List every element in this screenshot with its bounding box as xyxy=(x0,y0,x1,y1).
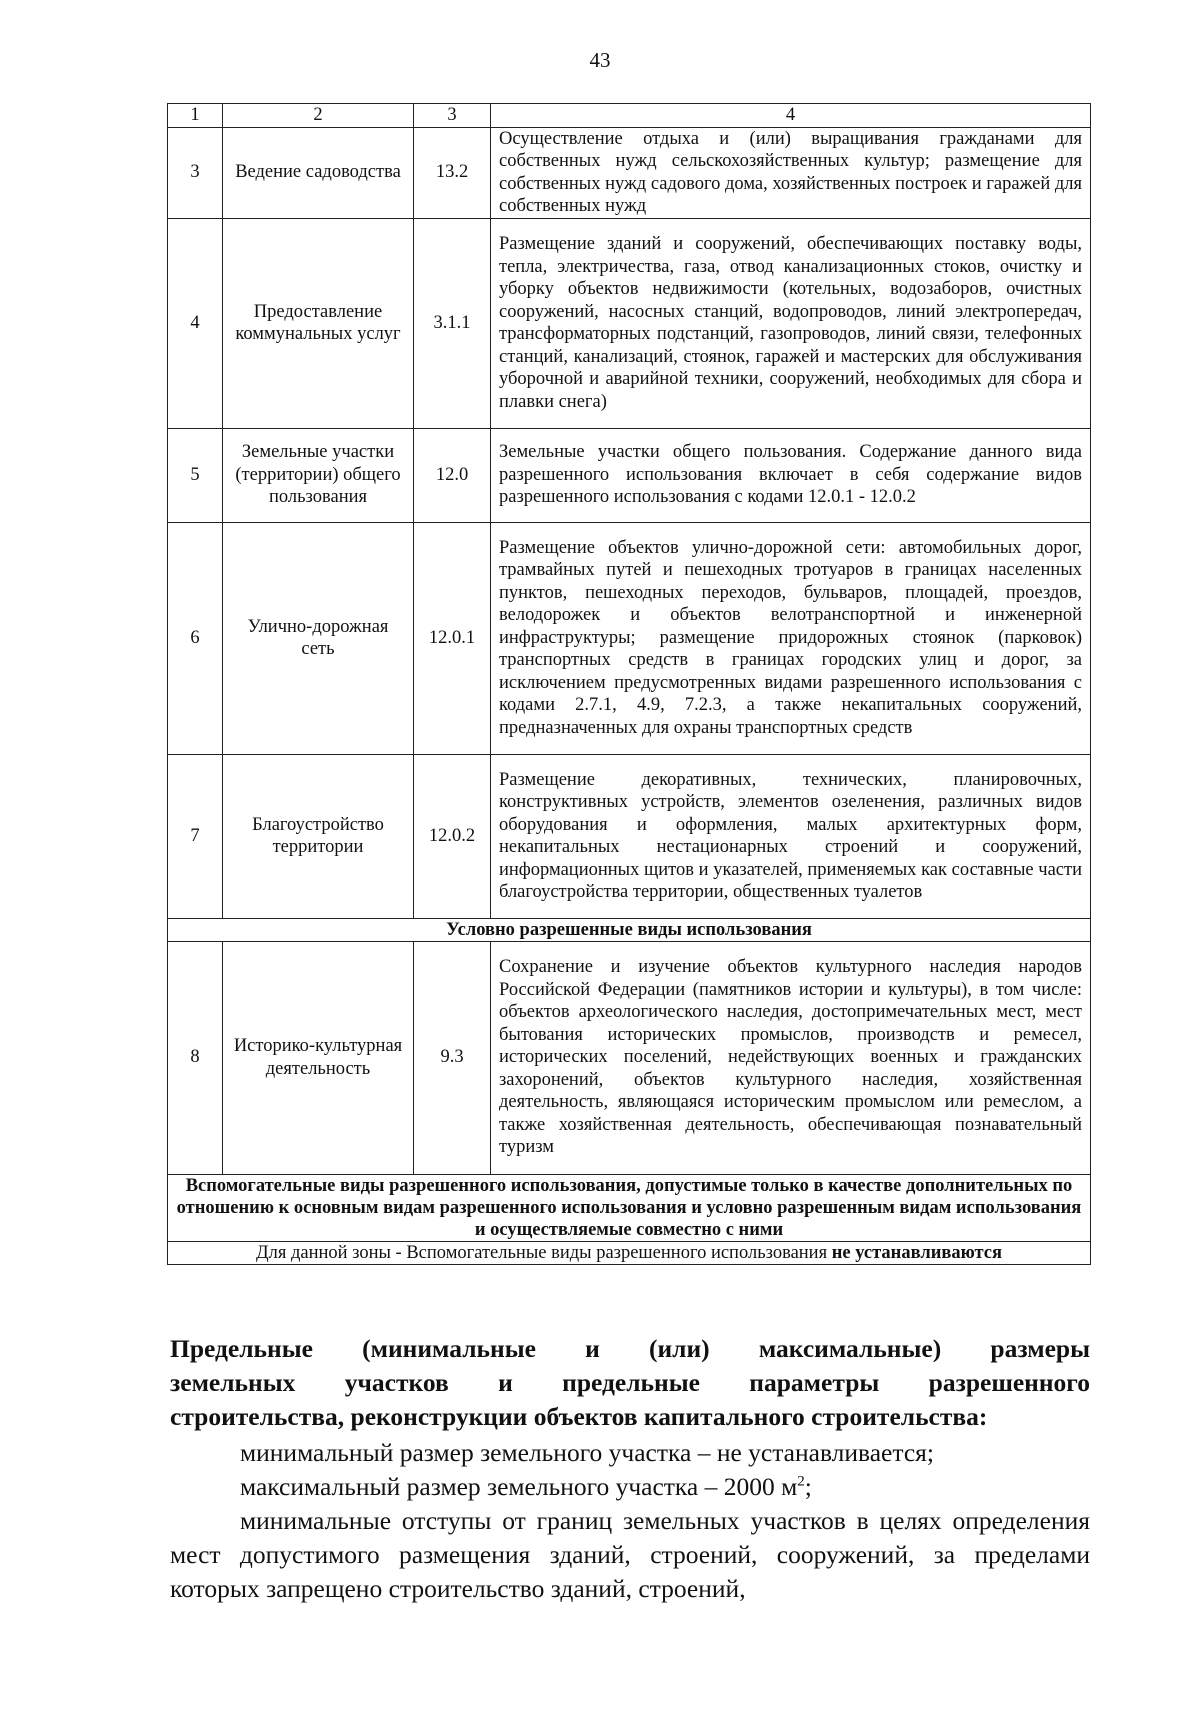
note-emphasis: не устанавливаются xyxy=(831,1242,1003,1263)
use-type-description: Размещение декоративных, технических, планировочных, конструктивных устройств, элементов озеленения, различных видов оборудования и оформления, малых архитектурных форм, некапитальных нестационарных строений и сооружений, информационных щитов и указателей, применяемых как составные части благоустройства территории, общественных туалетов xyxy=(491,754,1091,918)
table-row xyxy=(168,941,1091,1174)
section-auxiliary-title: Вспомогательные виды разрешенного использования, допустимые только в качестве дополнительных по отношению к основным видам разрешенного использования и условно разрешенным видам использования и осуществляемые совместно с ними xyxy=(168,1174,1091,1241)
row-number: 5 xyxy=(168,428,223,522)
note-cell xyxy=(168,1241,1091,1264)
table-header-row xyxy=(168,104,1091,128)
row-number: 8 xyxy=(168,941,223,1174)
heading-line: строительства, реконструкции объектов капитального строительства: xyxy=(170,1402,988,1431)
page-number: 43 xyxy=(589,48,611,72)
use-type-code: 12.0.2 xyxy=(414,754,491,918)
section-row xyxy=(168,1174,1091,1241)
header-cell: 1 xyxy=(168,104,223,128)
row-number: 7 xyxy=(168,754,223,918)
land-use-table xyxy=(167,103,1091,1265)
table-row xyxy=(168,754,1091,918)
heading-line: земельных участков и предельные параметры разрешенного xyxy=(170,1368,1090,1397)
heading-line: Предельные (минимальные и (или) максимальные) размеры xyxy=(170,1334,1090,1363)
use-type-description: Размещение объектов улично-дорожной сети: автомобильных дорог, трамвайных путей и пешеходных тротуаров в границах населенных пунктов, пешеходных переходов, бульваров, площадей, проездов, велодорожек и объектов велотранспортной и инженерной инфраструктуры; размещение придорожных стоянок (парковок) транспортных средств в границах городских улиц и дорог, за исключением предусмотренных видами разрешенного использования с кодами 2.7.1, 4.9, 7.2.3, а также некапитальных сооружений, предназначенных для охраны транспортных средств xyxy=(491,522,1091,754)
row-number: 6 xyxy=(168,522,223,754)
header-cell: 3 xyxy=(414,104,491,128)
unit-superscript: 2 xyxy=(797,1473,805,1490)
min-size-paragraph: минимальный размер земельного участка – не устанавливается; xyxy=(240,1438,934,1467)
max-size-text: максимальный размер земельного участка – 2000 м xyxy=(240,1472,798,1501)
note-row xyxy=(168,1241,1091,1264)
use-type-code: 3.1.1 xyxy=(414,218,491,428)
use-type-code: 9.3 xyxy=(414,941,491,1174)
use-type-name: Предоставление коммунальных услуг xyxy=(223,218,414,428)
use-type-code: 12.0 xyxy=(414,428,491,522)
max-size-end: ; xyxy=(804,1472,812,1501)
table-row xyxy=(168,218,1091,428)
use-type-description: Земельные участки общего пользования. Содержание данного вида разрешенного использования включает в себя содержание видов разрешенного использования с кодами 12.0.1 - 12.0.2 xyxy=(491,428,1091,522)
setbacks-paragraph: минимальные отступы от границ земельных участков в целях определения мест допустимого размещения зданий, строений, сооружений, за пределами которых запрещено строительство зданий, строений, xyxy=(170,1506,1090,1603)
note-text: Для данной зоны - Вспомогательные виды разрешенного использования xyxy=(255,1242,832,1263)
table-row xyxy=(168,428,1091,522)
use-type-name: Улично-дорожная сеть xyxy=(223,522,414,754)
use-type-description: Сохранение и изучение объектов культурного наследия народов Российской Федерации (памятников истории и культуры), в том числе: объектов археологического наследия, достопримечательных мест, мест бытования исторических промыслов, производств и ремесел, исторических поселений, недействующих военных и гражданских захоронений, объектов культурного наследия, хозяйственная деятельность, являющаяся историческим промыслом или ремеслом, а также хозяйственная деятельность, обеспечивающая познавательный туризм xyxy=(491,941,1091,1174)
section-heading xyxy=(170,1332,1090,1434)
header-cell: 2 xyxy=(223,104,414,128)
section-conditional-title: Условно разрешенные виды использования xyxy=(168,918,1091,941)
table-row xyxy=(168,127,1091,218)
use-type-name: Историко-культурная деятельность xyxy=(223,941,414,1174)
use-type-name: Благоустройство территории xyxy=(223,754,414,918)
use-type-name: Ведение садоводства xyxy=(223,127,414,218)
header-cell: 4 xyxy=(491,104,1091,128)
max-size-paragraph xyxy=(240,1470,1090,1504)
use-type-description: Осуществление отдыха и (или) выращивания гражданами для собственных нужд сельскохозяйственных культур; размещение для собственных нужд садового дома, хозяйственных построек и гаражей для собственных нужд xyxy=(491,127,1091,218)
table-row xyxy=(168,522,1091,754)
row-number: 3 xyxy=(168,127,223,218)
use-type-code: 12.0.1 xyxy=(414,522,491,754)
use-type-description: Размещение зданий и сооружений, обеспечивающих поставку воды, тепла, электричества, газа, отвод канализационных стоков, очистку и уборку объектов недвижимости (котельных, водозаборов, очистных сооружений, насосных станций, водопроводов, линий электропередач, трансформаторных подстанций, газопроводов, линий связи, телефонных станций, канализаций, стоянок, гаражей и мастерских для обслуживания уборочной и аварийной техники, сооружений, необходимых для сбора и плавки снега) xyxy=(491,218,1091,428)
use-type-code: 13.2 xyxy=(414,127,491,218)
use-type-name: Земельные участки (территории) общего пользования xyxy=(223,428,414,522)
row-number: 4 xyxy=(168,218,223,428)
section-row xyxy=(168,918,1091,941)
